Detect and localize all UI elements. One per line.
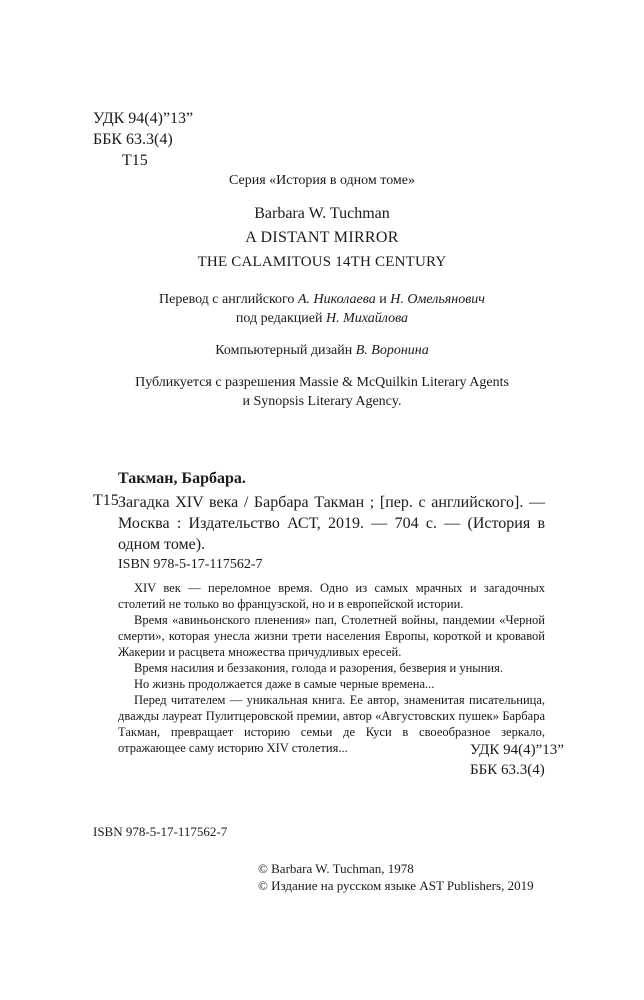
catalog-author-mark: Т15 bbox=[93, 492, 119, 509]
annotation-paragraph: Перед читателем — уникальная книга. Ее автор, знаменитая писательница, дважды лауреат Пулитцеровской премии, автор «Августовских пушек» Барбара Такман, превращает историю семьи де Куси в своеобразное зеркало, отражающее саму историю XIV столетия... bbox=[118, 693, 545, 755]
copyright-line-2: © Издание на русском языке AST Publishers, 2019 bbox=[258, 878, 534, 893]
translator-1: А. Николаева bbox=[297, 292, 376, 307]
bottom-classification bbox=[470, 740, 564, 780]
top-classification bbox=[93, 108, 193, 171]
copyright-line-1: © Barbara W. Tuchman, 1978 bbox=[258, 861, 414, 876]
series-title: Серия «История в одном томе» bbox=[229, 173, 415, 188]
translation-conj: и bbox=[375, 292, 391, 307]
original-subtitle: THE CALAMITOUS 14TH CENTURY bbox=[197, 254, 447, 270]
annotation-paragraph: Но жизнь продолжается даже в самые черные времена... bbox=[134, 677, 435, 691]
annotation-paragraph: Время «авиньонского пленения» пап, Столетней войны, пандемии «Черной смерти», которая унесла жизни трети населения Европы, короткой и кровавой Жакерии и расцвета множества причудливых ересей. bbox=[118, 613, 545, 659]
isbn-bottom: ISBN 978-5-17-117562-7 bbox=[93, 824, 228, 839]
annotation-paragraph: XIV век — переломное время. Одно из самых мрачных и загадочных столетий не только во французской, но и в европейской истории. bbox=[118, 581, 545, 611]
annotation bbox=[118, 580, 545, 756]
original-title: A DISTANT MIRROR bbox=[245, 229, 399, 246]
bbk-code-bottom: ББК 63.3(4) bbox=[470, 762, 545, 778]
rights-line-2: и Synopsis Literary Agency. bbox=[242, 394, 402, 409]
editor-line bbox=[0, 309, 644, 328]
bbk-code: ББК 63.3(4) bbox=[93, 131, 173, 148]
author-mark: Т15 bbox=[122, 152, 148, 169]
catalog-description: Загадка XIV века / Барбара Такман ; [пер. с английского]. — Москва : Издательство АСТ, 2019. — 704 с. — (История в одном томе). bbox=[118, 494, 545, 553]
rights-line-1: Публикуется с разрешения Massie & McQuilkin Literary Agents bbox=[135, 375, 509, 390]
translator-2: Н. Омельянович bbox=[390, 292, 485, 307]
udk-code: УДК 94(4)”13” bbox=[93, 110, 194, 127]
designer-name: В. Воронина bbox=[355, 343, 429, 358]
translation-prefix: Перевод с английского bbox=[159, 292, 298, 307]
editor-prefix: под редакцией bbox=[235, 311, 326, 326]
copyright-block bbox=[258, 860, 534, 894]
design-credit bbox=[0, 343, 644, 359]
translators-line bbox=[0, 290, 644, 309]
udk-code-bottom: УДК 94(4)”13” bbox=[470, 742, 564, 758]
catalog-isbn: ISBN 978-5-17-117562-7 bbox=[118, 557, 263, 572]
editor-name: Н. Михайлова bbox=[326, 311, 409, 326]
catalog-heading: Такман, Барбара. bbox=[118, 470, 246, 487]
design-prefix: Компьютерный дизайн bbox=[215, 343, 356, 358]
original-author: Barbara W. Tuchman bbox=[254, 205, 390, 222]
translation-credits bbox=[0, 290, 644, 328]
annotation-paragraph: Время насилия и беззакония, голода и разорения, безверия и уныния. bbox=[134, 661, 503, 675]
rights-notice bbox=[0, 373, 644, 411]
